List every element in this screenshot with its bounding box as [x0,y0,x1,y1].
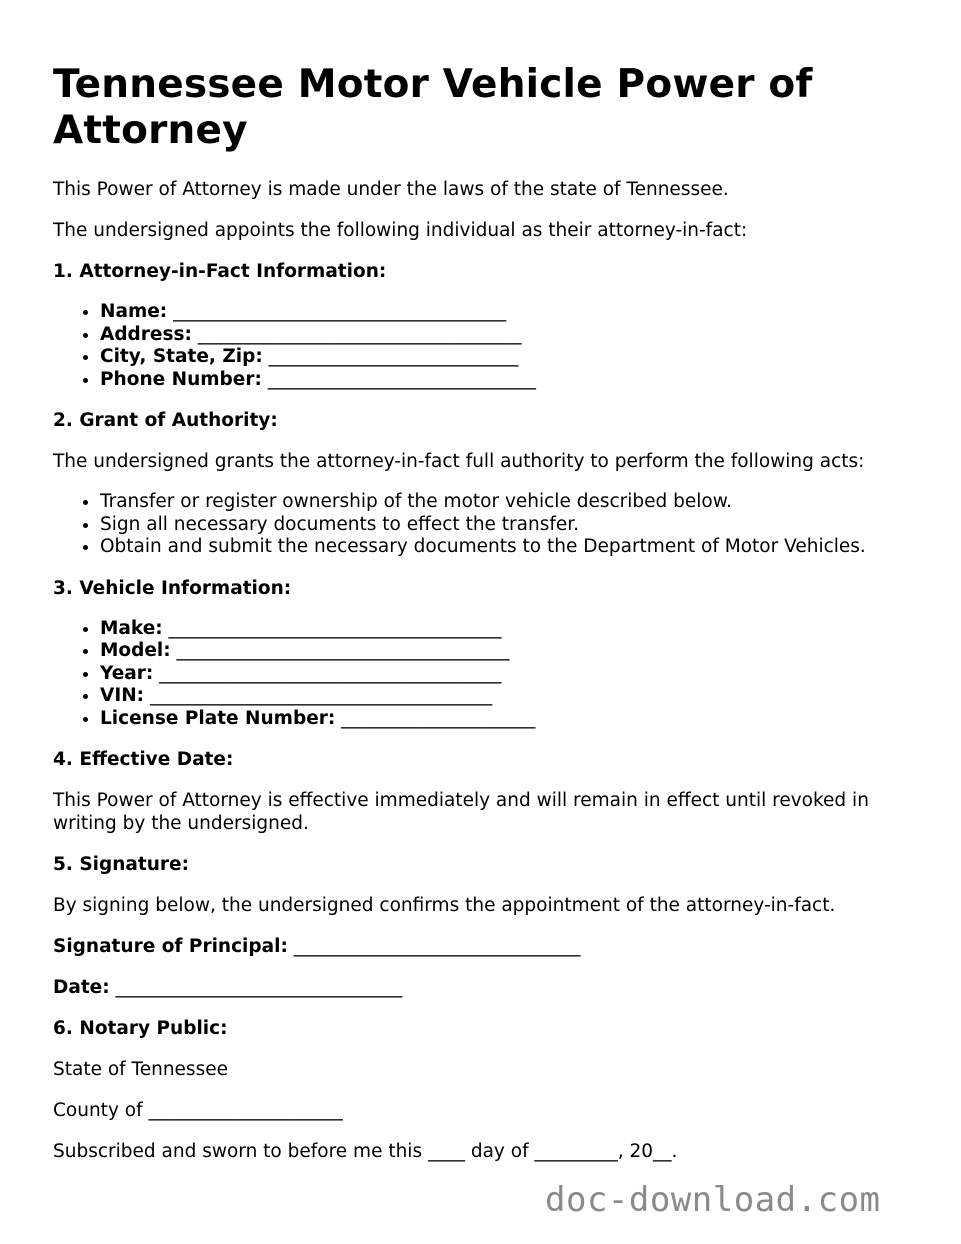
field-label: Phone Number: [100,368,262,390]
city-state-zip-blank[interactable]: ___________________________ [268,346,519,367]
vehicle-info-list [53,618,933,731]
signature-line [53,935,933,958]
date-blank[interactable]: _______________________________ [115,977,403,998]
authority-list [53,491,933,559]
list-item [100,640,933,663]
section-3-heading: 3. Vehicle Information: [53,577,292,599]
section-5-heading: 5. Signature: [53,854,189,875]
notary-county-line [53,1099,933,1122]
make-blank[interactable]: ____________________________________ [168,617,502,639]
document-page [53,62,933,1181]
notary-sworn-line: Subscribed and sworn to before me this ____ day of _________, 20__. [53,1141,678,1162]
notary-state: State of Tennessee [53,1059,228,1080]
section-1-heading: 1. Attorney-in-Fact Information: [53,261,387,282]
field-label: Make: [100,617,163,639]
list-item [100,301,933,324]
field-label: VIN: [100,685,145,706]
date-label: Date: [53,977,110,998]
signature-label: Signature of Principal: [53,936,288,957]
model-blank[interactable]: ____________________________________ [176,640,510,661]
signature-blank[interactable]: _______________________________ [293,936,581,957]
field-label: License Plate Number: [100,707,336,729]
effective-date-paragraph: This Power of Attorney is effective immediately and will remain in effect until revoked in writing by the undersigned. [53,790,869,834]
list-item: • Transfer or register ownership of the motor vehicle described below. [100,491,933,514]
date-line [53,976,933,999]
field-label: Model: [100,640,171,661]
list-item [100,369,933,392]
field-label: Year: [100,662,154,684]
year-blank[interactable]: _____________________________________ [159,662,502,684]
watermark: doc-download.com [545,1180,881,1220]
document-title: Tennessee Motor Vehicle Power of Attorney [53,62,813,153]
phone-number-blank[interactable]: _____________________________ [267,368,536,390]
list-item [100,685,933,708]
license-plate-blank[interactable]: _____________________ [341,707,536,729]
county-label: County of [53,1100,143,1121]
field-label: Address: [100,323,192,345]
vin-blank[interactable]: _____________________________________ [149,685,493,706]
appointment-paragraph: The undersigned appoints the following individual as their attorney-in-fact: [53,220,748,241]
county-blank[interactable]: _____________________ [148,1100,343,1121]
list-item: • Sign all necessary documents to effect the transfer. [100,514,933,537]
field-label: City, State, Zip: [100,346,263,367]
attorney-info-list [53,301,933,391]
list-item [100,708,933,731]
list-item: • Obtain and submit the necessary documents to the Department of Motor Vehicles. [100,536,933,559]
section-4-heading: 4. Effective Date: [53,749,234,770]
authority-paragraph: The undersigned grants the attorney-in-fact full authority to perform the following acts: [53,451,865,472]
list-item [100,618,933,641]
list-item [100,663,933,686]
list-item [100,346,933,369]
name-blank[interactable]: ____________________________________ [173,301,507,322]
section-6-heading: 6. Notary Public: [53,1018,228,1039]
section-2-heading: 2. Grant of Authority: [53,410,278,431]
field-label: Name: [100,301,168,322]
list-item [100,324,933,347]
address-blank[interactable]: ___________________________________ [197,323,522,345]
intro-paragraph: This Power of Attorney is made under the laws of the state of Tennessee. [53,179,729,200]
signature-paragraph: By signing below, the undersigned confirms the appointment of the attorney-in-fact. [53,895,836,916]
